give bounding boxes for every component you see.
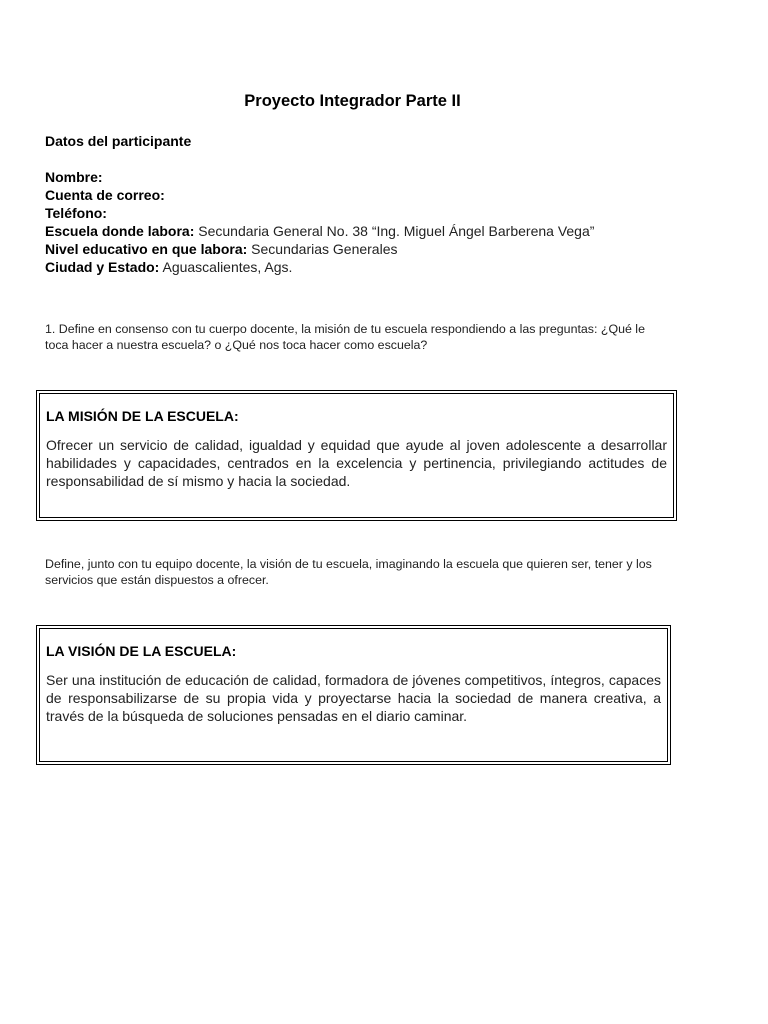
question-mision: 1. Define en consenso con tu cuerpo docente, la misión de tu escuela respondiendo a las preguntas: ¿Qué le toca hacer a nuestra escuela? o ¿Qué nos toca hacer como escuela? bbox=[45, 322, 645, 352]
field-value: Secundaria General No. 38 “Ing. Miguel Ángel Barberena Vega” bbox=[194, 223, 595, 239]
field-nivel bbox=[45, 240, 594, 258]
question-vision: Define, junto con tu equipo docente, la visión de tu escuela, imaginando la escuela que quieren ser, tener y los servicios que están dispuestos a ofrecer. bbox=[45, 557, 652, 587]
page-title: Proyecto Integrador Parte II bbox=[244, 92, 461, 110]
vision-box-inner bbox=[39, 628, 668, 762]
field-label: Escuela donde labora: bbox=[45, 223, 195, 239]
mision-text: Ofrecer un servicio de calidad, igualdad y equidad que ayude al joven adolescente a desarrollar habilidades y capacidades, centrados en la excelencia y pertinencia, privilegiando actitudes de responsabilidad de sí mismo y hacia la sociedad. bbox=[46, 437, 667, 489]
field-label: Nombre: bbox=[45, 169, 103, 185]
field-value: Secundarias Generales bbox=[247, 241, 398, 257]
field-correo bbox=[45, 186, 594, 204]
vision-box bbox=[36, 625, 671, 765]
field-nombre bbox=[45, 168, 594, 186]
field-label: Nivel educativo en que labora: bbox=[45, 241, 248, 257]
participant-fields bbox=[45, 168, 594, 276]
mision-heading: LA MISIÓN DE LA ESCUELA: bbox=[46, 408, 239, 424]
vision-text: Ser una institución de educación de calidad, formadora de jóvenes competitivos, íntegros, capaces de responsabilizarse de su propia vida y proyectarse hacia la sociedad de manera creativa, a través de la búsqueda de soluciones pensadas en el diario caminar. bbox=[46, 672, 661, 724]
mision-box bbox=[36, 390, 677, 521]
field-ciudad bbox=[45, 258, 594, 276]
participant-heading: Datos del participante bbox=[45, 133, 192, 149]
field-label: Ciudad y Estado: bbox=[45, 259, 160, 275]
mision-box-inner bbox=[39, 393, 674, 518]
field-label: Cuenta de correo: bbox=[45, 187, 165, 203]
field-telefono bbox=[45, 204, 594, 222]
field-value: Aguascalientes, Ags. bbox=[159, 259, 293, 275]
field-escuela bbox=[45, 222, 594, 240]
vision-heading: LA VISIÓN DE LA ESCUELA: bbox=[46, 643, 237, 659]
field-label: Teléfono: bbox=[45, 205, 107, 221]
